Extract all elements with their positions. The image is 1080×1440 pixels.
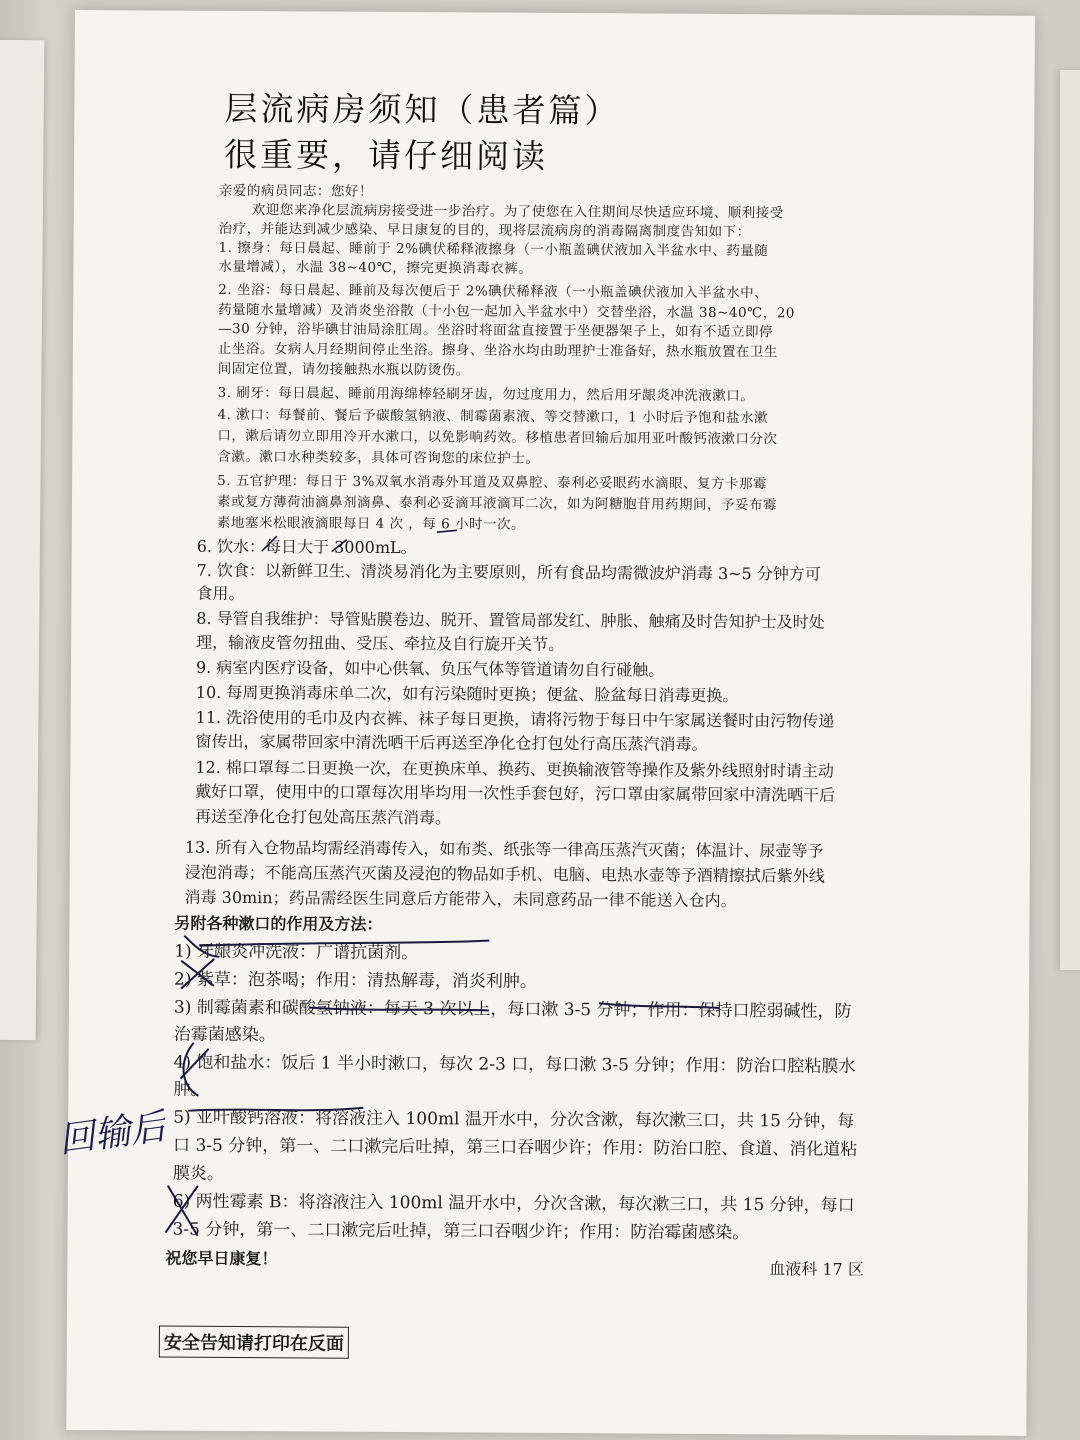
rule-line: 10. 每周更换消毒床单二次，如有污染随时更换；便盆、脸盆每日消毒更换。	[195, 682, 739, 706]
mouthwash-item: 3-5 分钟，第一、二口漱完后吐掉，第三口吞咽少许；作用：防治霉菌感染。	[172, 1219, 750, 1244]
rule-line: 食用。	[196, 583, 245, 604]
rule-line: 水量增减），水温 38~40℃，擦完更换消毒衣裤。	[218, 258, 533, 277]
rule-line: 5. 五官护理：每日于 3%双氧水消毒外耳道及双鼻腔、泰利必妥眼药水滴眼、复方卡那霉	[217, 472, 768, 493]
mouthwash-item: 6) 两性霉素 B：将溶液注入 100ml 温开水中，分次含漱，每次漱三口，共 15 分钟，每口	[172, 1191, 855, 1216]
mouthwash-item: 膜炎。	[172, 1163, 224, 1184]
intro-line: 治疗，并能达到减少感染、早日康复的目的，现将层流病房的消毒隔离制度告知如下：	[218, 220, 751, 241]
footer-notice-box: 安全告知请打印在反面	[159, 1326, 349, 1359]
rule-line: 浸泡消毒；不能高压蒸汽灭菌及浸泡的物品如手机、电脑、电热水壶等予酒精擦拭后紫外线	[184, 862, 825, 886]
rule-line: 2. 坐浴：每日晨起、睡前及每次便后于 2%碘伏稀释液（一小瓶盖碘伏液加入半盆水中、	[218, 281, 769, 302]
rule-line: 理，输液皮管勿扭曲、受压、牵拉及自行旋开关节。	[196, 632, 565, 654]
mouthwash-item: 2) 紫草：泡茶喝；作用：清热解毒，消炎利肿。	[174, 969, 537, 992]
rule-line: 9. 病室内医疗设备，如中心供氧、负压气体等管道请勿自行碰触。	[195, 657, 665, 680]
rule-line: 3. 刷牙：每日晨起、睡前用海绵棒轻刷牙齿，勿过度用力，然后用牙龈炎冲洗液漱口。	[217, 384, 755, 405]
section-heading: 另附各种漱口的作用及方法：	[174, 913, 383, 934]
rule-line: 窗传出，家属带回家中清洗晒干后再送至净化仓打包处行高压蒸汽消毒。	[195, 731, 708, 754]
rule-line: 13. 所有入仓物品均需经消毒传入，如布类、纸张等一律高压蒸汽灭菌；体温计、尿壶等予	[184, 837, 824, 861]
rule-line: 8. 导管自我维护：导管贴膜卷边、脱开、置管局部发红、肿胀、触痛及时告知护士及时处	[196, 608, 825, 632]
document-subtitle: 很重要，请仔细阅读	[224, 134, 549, 176]
rule-line: 11. 洗浴使用的毛巾及内衣裤、袜子每日更换，请将污物于每日中午家属送餐时由污物传递	[195, 707, 835, 731]
rule-line: 4. 漱口：每餐前、餐后予碳酸氢钠液、制霉菌素液、等交替漱口，1 小时后予饱和盐水漱	[217, 406, 769, 427]
rule-line: 7. 饮食：以新鲜卫生、清淡易消化为主要原则，所有食品均需微波炉消毒 3~5 分钟方可	[196, 560, 821, 584]
mouthwash-item: 口 3-5 分钟，第一、二口漱完后吐掉，第三口吞咽少许；作用：防治口腔、食道、消化道粘	[173, 1135, 858, 1160]
mouthwash-item: 3) 制霉菌素和碳酸氢钠液：每天 3 次以上，每口漱 3-5 分钟；作用：保持口腔弱碱性，防	[173, 997, 852, 1022]
closing-wish: 祝您早日康复！	[165, 1248, 278, 1269]
department: 血液科 17 区	[769, 1259, 864, 1279]
rule-line: 消毒 30min；药品需经医生同意后方能带入，未同意药品一律不能送入仓内。	[184, 887, 737, 911]
adjacent-paper-right	[1060, 70, 1080, 970]
rule-line: 再送至净化仓打包处高压蒸汽消毒。	[195, 806, 452, 828]
notice-sheet	[56, 10, 1035, 1436]
intro-line: 欢迎您来净化层流病房接受进一步治疗。为了使您在入住期间尽快适应环境、顺利接受	[251, 202, 784, 222]
rule-line: 素地塞米松眼液滴眼每日 4 次 ，每 6 小时一次。	[216, 514, 526, 533]
mouthwash-item: 治霉菌感染。	[173, 1024, 276, 1046]
rule-line: 间固定位置，请勿接触热水瓶以防烫伤。	[217, 360, 470, 379]
rule-line: —30 分钟，浴毕碘甘油局涂肛周。坐浴时将面盆直接置于坐便器架子上，如有不适立即停	[218, 320, 774, 341]
rule-line: 素或复方薄荷油滴鼻剂滴鼻、泰利必妥滴耳液滴耳二次，如为阿糖胞苷用药期间，予妥布霉	[216, 493, 778, 514]
rule-line: 戴好口罩，使用中的口罩每次用毕均用一次性手套包好，污口罩由家属带回家中清洗晒干后	[195, 781, 836, 805]
mouthwash-item: 肿。	[173, 1079, 208, 1100]
rule-line: 口，漱后请勿立即用冷开水漱口，以免影响药效。移植患者回输后加用亚叶酸钙液漱口分次	[217, 427, 778, 448]
greeting: 亲爱的病员同志：您好！	[218, 182, 373, 200]
mouthwash-item: 4) 饱和盐水：饭后 1 半小时漱口，每次 2-3 口，每口漱 3-5 分钟；作用：防治口腔粘膜水	[173, 1052, 856, 1077]
mouthwash-item: 1) 牙龈炎冲洗液：广谱抗菌剂。	[174, 941, 419, 964]
rule-line: 含漱。漱口水种类较多，具体可咨询您的床位护士。	[217, 448, 540, 467]
rule-line: 药量随水量增减）及消炎坐浴散（十小包一起加入半盆水中）交替坐浴，水温 38~40℃，20	[218, 301, 795, 322]
rule-line: 1. 擦身：每日晨起、睡前于 2%碘伏稀释液擦身（一小瓶盖碘伏液加入半盆水中、药量随	[218, 239, 769, 260]
handwritten-annotation: 回输后	[56, 1106, 169, 1162]
rule-line: 6. 饮水：每日大于 3000mL。	[196, 536, 417, 558]
document-title: 层流病房须知（患者篇）	[224, 88, 621, 131]
mouthwash-item: 5) 亚叶酸钙溶液：将溶液注入 100ml 温开水中，分次含漱，每次漱三口，共 15 分钟，每	[173, 1107, 855, 1132]
rule-line: 12. 棉口罩每二日更换一次，在更换床单、换药、更换输液管等操作及紫外线照射时请主动	[195, 757, 834, 781]
rule-line: 止坐浴。女病人月经期间停止坐浴。擦身、坐浴水均由助理护士准备好，热水瓶放置在卫生	[217, 340, 778, 361]
